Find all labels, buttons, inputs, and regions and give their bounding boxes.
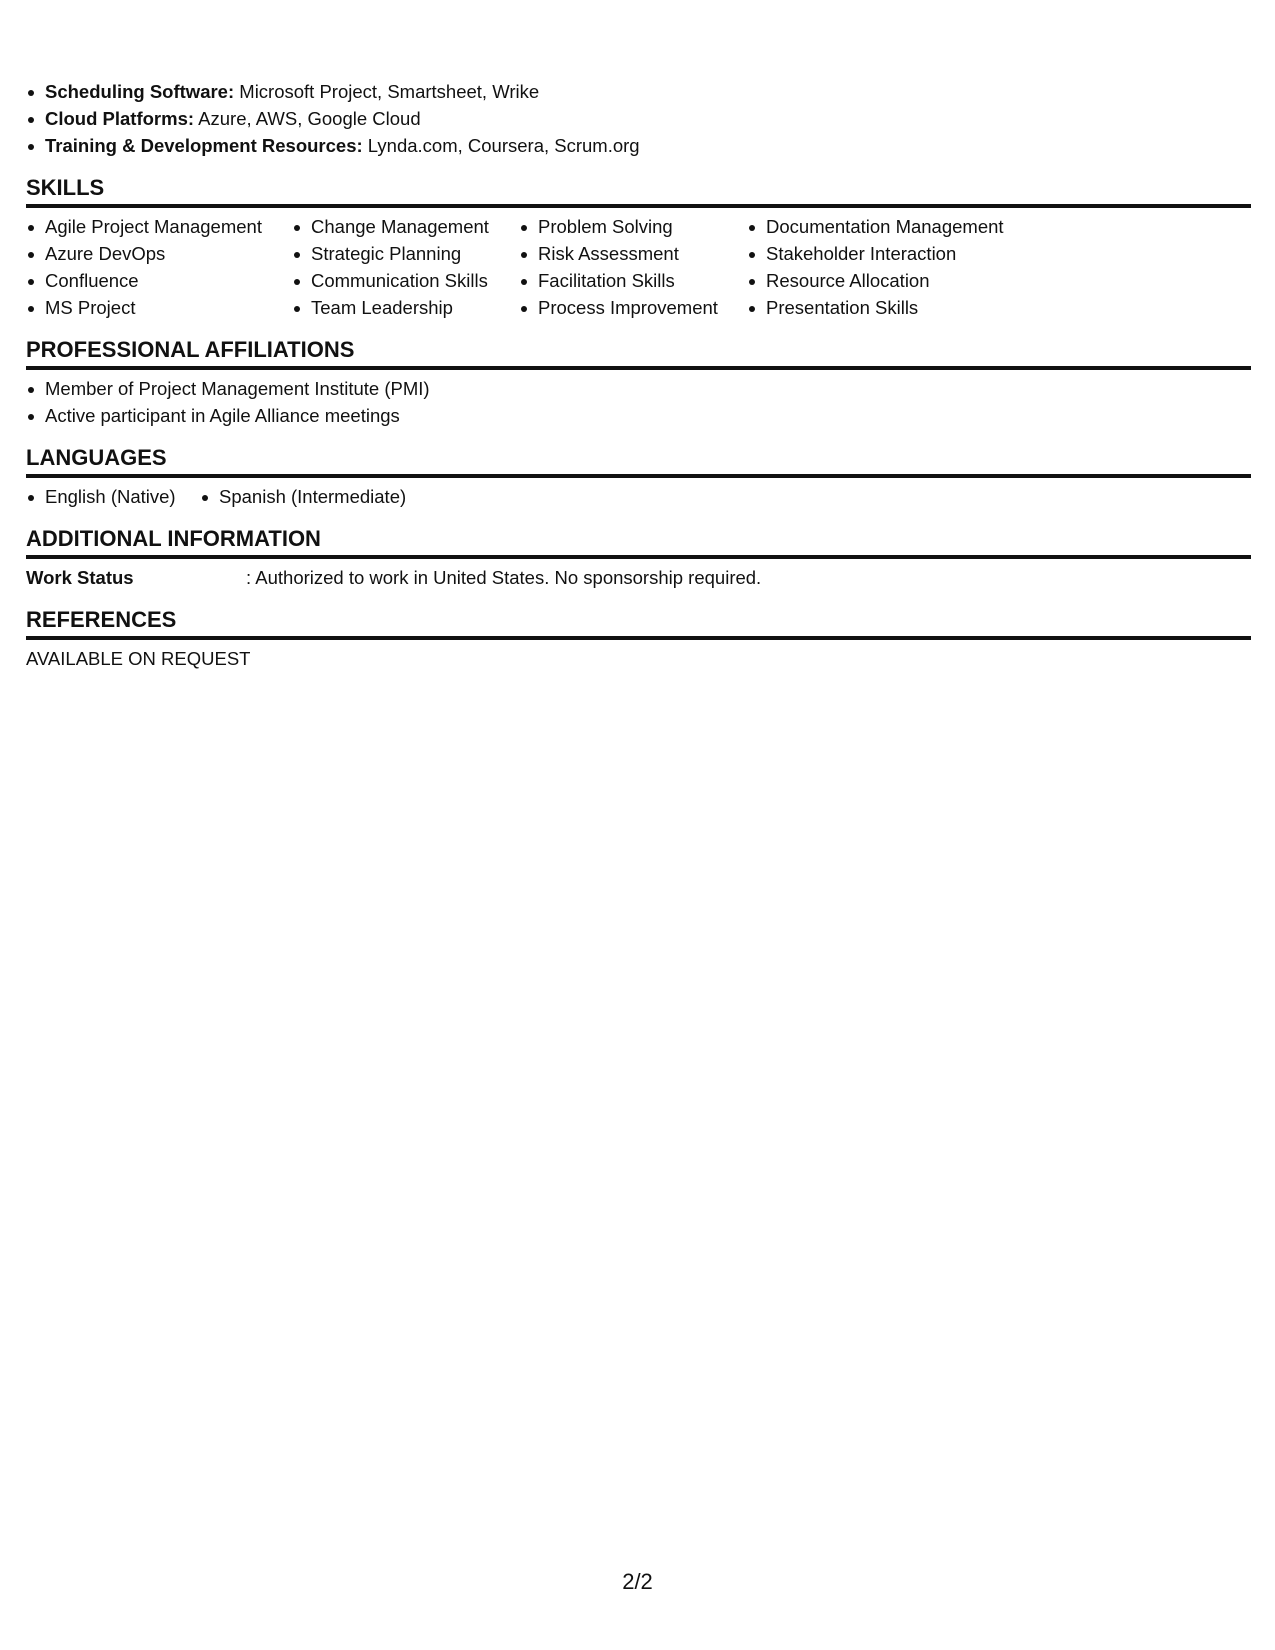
list-item: Agile Project Management [26,213,292,240]
list-item: Strategic Planning [292,240,519,267]
list-item: Stakeholder Interaction [747,240,1047,267]
list-item: Resource Allocation [747,267,1047,294]
list-item: Confluence [26,267,292,294]
additional-info-heading: ADDITIONAL INFORMATION [26,525,1251,559]
list-item: English (Native) [26,483,200,510]
languages-list [26,483,1251,510]
references-text: AVAILABLE ON REQUEST [26,648,251,669]
list-item: Member of Project Management Institute (PMI) [26,375,1251,402]
languages-column [26,483,200,510]
languages-heading: LANGUAGES [26,444,1251,478]
list-item: MS Project [26,294,292,321]
tool-value: Lynda.com, Coursera, Scrum.org [362,135,640,156]
list-item [26,78,1251,105]
list-item: Active participant in Agile Alliance meetings [26,402,1251,429]
affiliations-heading: PROFESSIONAL AFFILIATIONS [26,336,1251,370]
tool-label: Training & Development Resources: [45,135,363,156]
list-item: Problem Solving [519,213,747,240]
list-item: Team Leadership [292,294,519,321]
skills-column [747,213,1047,321]
affiliations-list [26,375,1251,429]
list-item [26,105,1251,132]
list-item: Communication Skills [292,267,519,294]
work-status-row [26,564,1251,591]
skills-column [292,213,519,321]
tool-value: Azure, AWS, Google Cloud [194,108,421,129]
work-status-label: Work Status [26,567,134,588]
tools-list [26,78,1251,159]
list-item: Spanish (Intermediate) [200,483,406,510]
tool-label: Cloud Platforms: [45,108,195,129]
references-heading: REFERENCES [26,606,1251,640]
list-item: Risk Assessment [519,240,747,267]
skills-column [26,213,292,321]
languages-column [200,483,406,510]
page-number: 2/2 [622,1569,653,1594]
list-item: Azure DevOps [26,240,292,267]
work-status-value: : Authorized to work in United States. No sponsorship required. [246,567,762,588]
list-item: Presentation Skills [747,294,1047,321]
list-item: Facilitation Skills [519,267,747,294]
resume-page [26,78,1251,672]
tool-value: Microsoft Project, Smartsheet, Wrike [234,81,540,102]
skills-heading: SKILLS [26,174,1251,208]
list-item [26,132,1251,159]
skills-grid [26,213,1251,321]
skills-column [519,213,747,321]
list-item: Process Improvement [519,294,747,321]
tool-label: Scheduling Software: [45,81,235,102]
list-item: Documentation Management [747,213,1047,240]
list-item: Change Management [292,213,519,240]
